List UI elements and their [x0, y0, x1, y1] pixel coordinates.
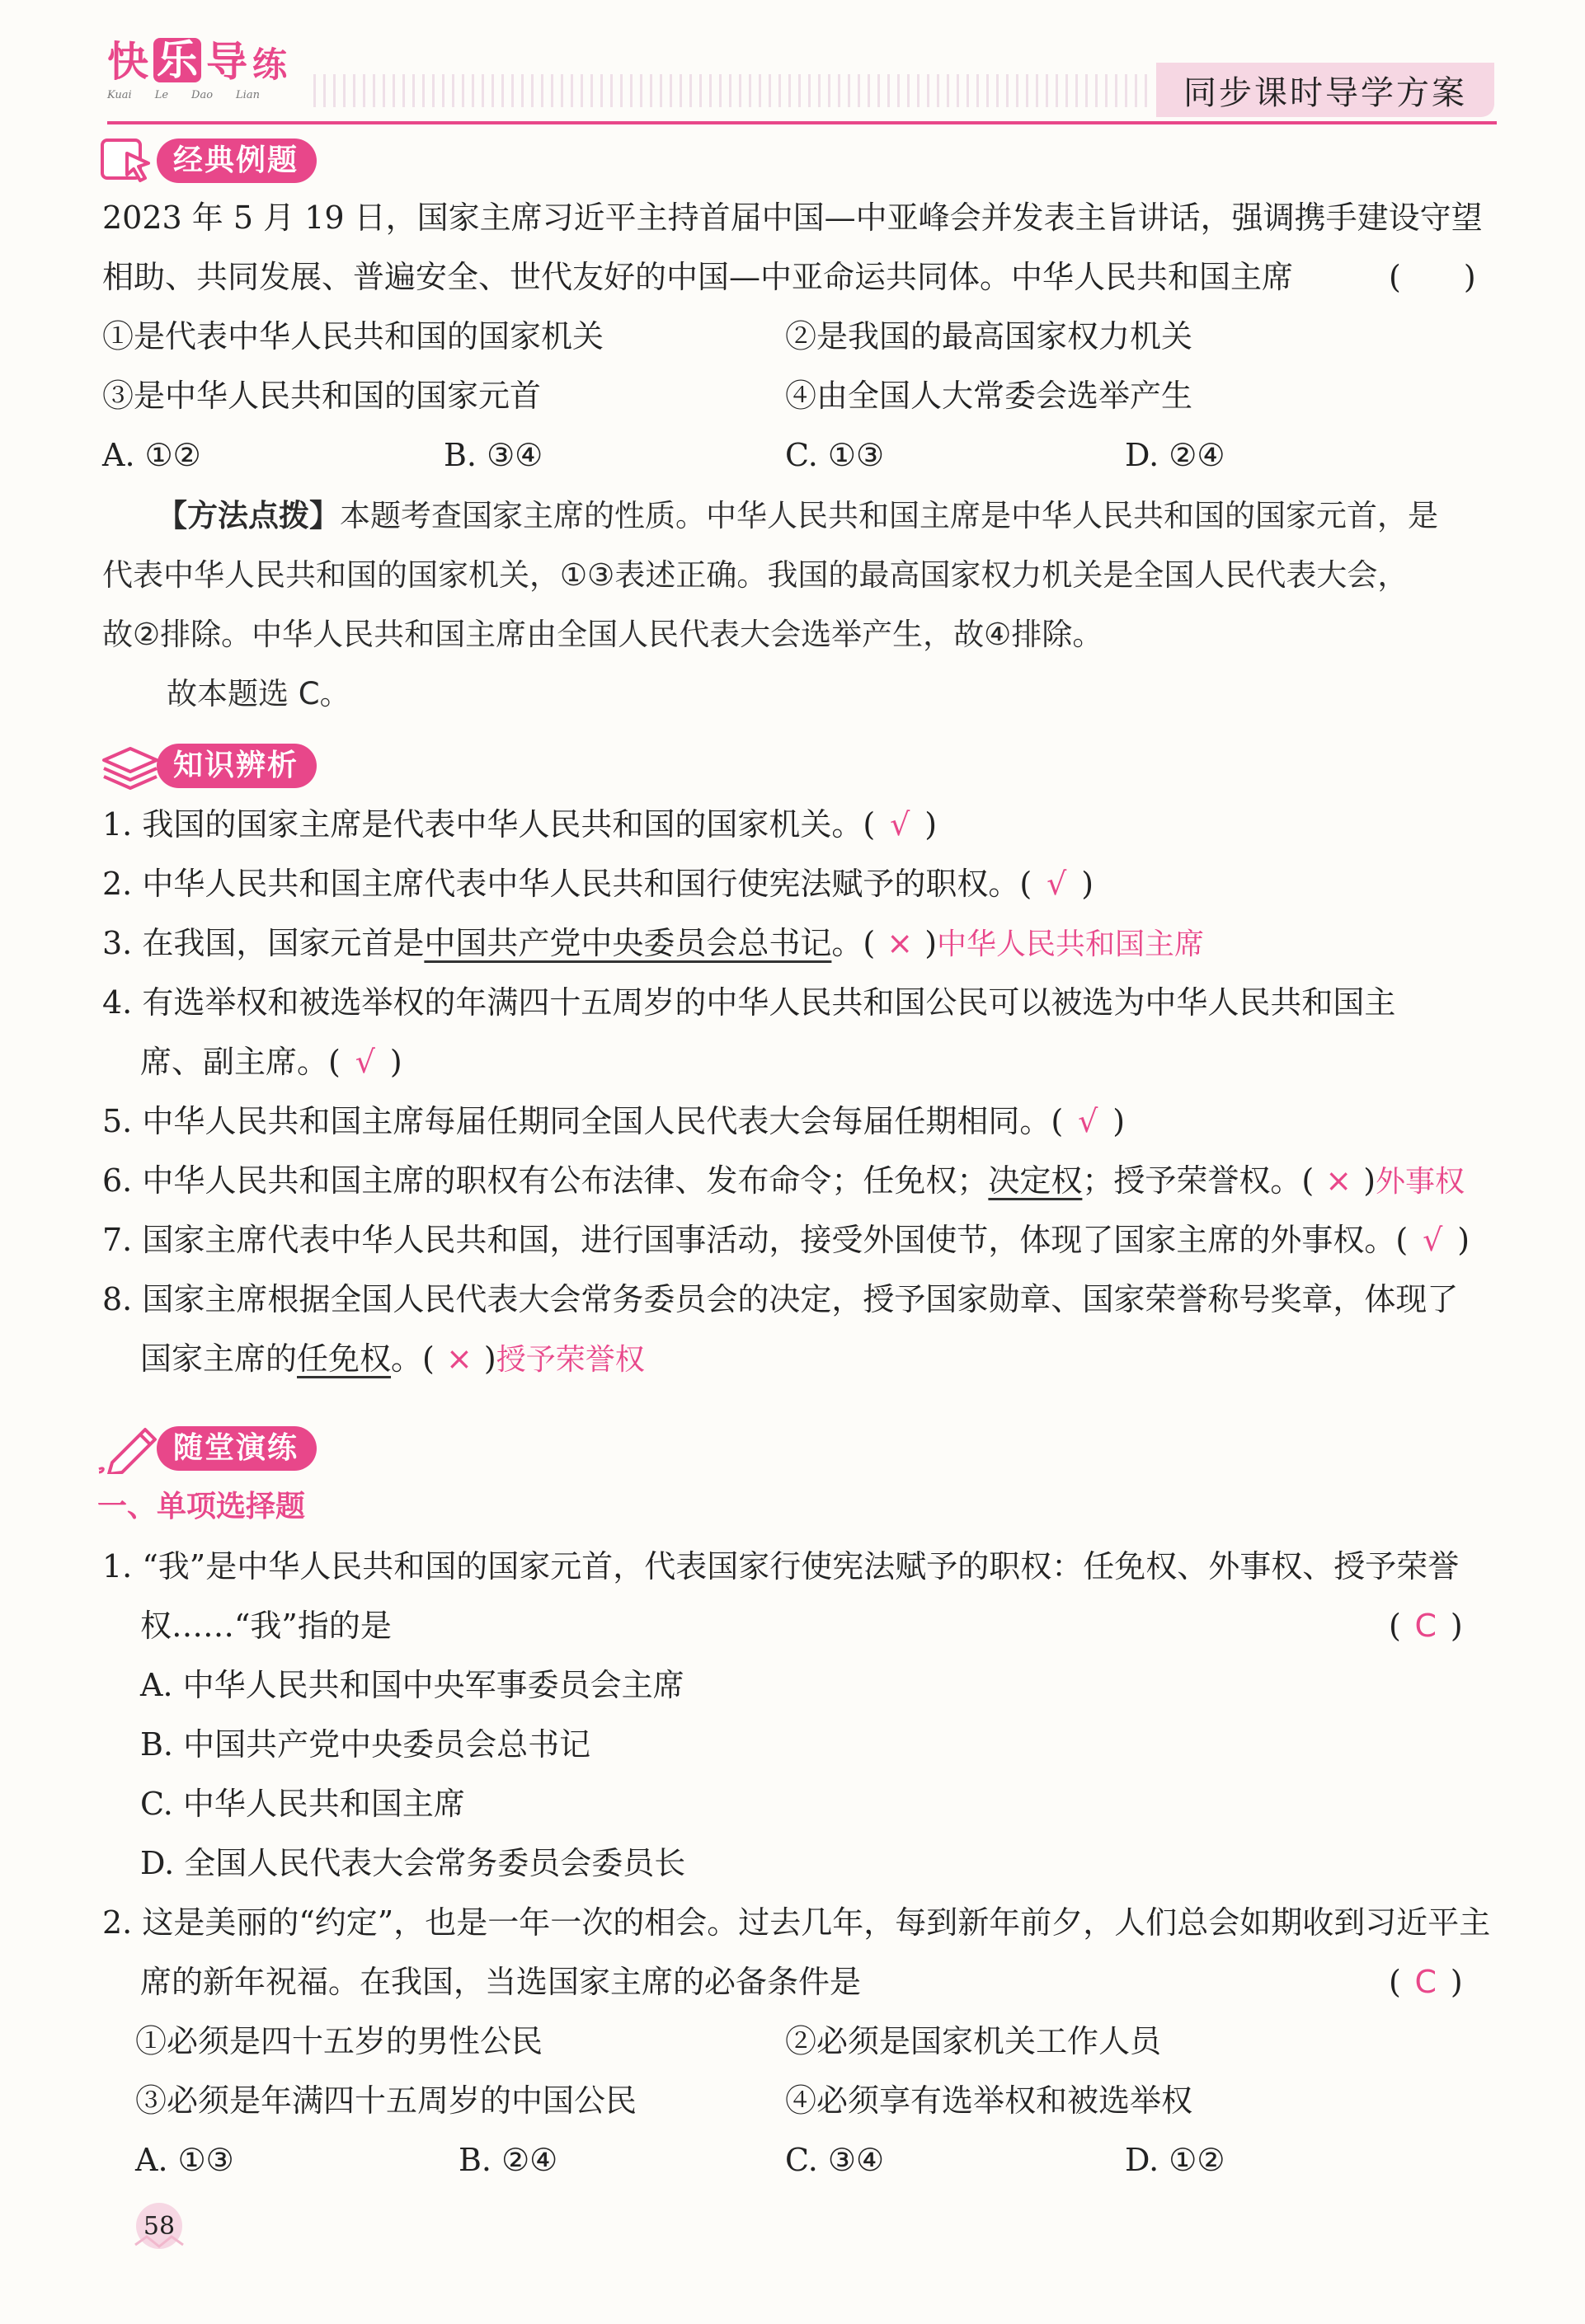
close-paren: ) [1457, 1222, 1470, 1258]
underlined-error: 决定权 [988, 1162, 1083, 1199]
item-text: 我国的国家主席是代表中华人民共和国的国家机关。( [142, 806, 876, 843]
brand-char-3: 导 [206, 38, 247, 86]
section-title-practice: 随堂演练 [157, 1426, 317, 1471]
item-text-end: 。( [391, 1340, 435, 1377]
item-number: 5. [102, 1103, 133, 1139]
knowledge-item-3 [102, 923, 1204, 965]
practice-q2-option-2: ②必须是国家机关工作人员 [785, 2023, 1162, 2059]
item-text: 中华人民共和国主席的职权有公布法律、发布命令；任免权； [142, 1162, 989, 1199]
brand-pinyin-1: Kuai [107, 89, 132, 101]
item-text: 国家主席的 [140, 1340, 298, 1377]
pencil-icon [97, 1423, 163, 1474]
knowledge-item-6 [102, 1161, 1465, 1202]
answer-letter: C [1414, 1964, 1437, 2000]
item-text: 席、副主席。( [140, 1044, 341, 1080]
method-line-1 [157, 496, 1438, 536]
example-option-4: ④由全国人大常委会选举产生 [785, 378, 1193, 414]
practice-q1-answer: ( C ) [1389, 1608, 1463, 1644]
practice-q1-choice-d: D. 全国人民代表大会常务委员会委员长 [140, 1845, 686, 1881]
item-number: 2. [102, 866, 133, 902]
cursor-icon [97, 135, 163, 186]
cross-mark: × [445, 1340, 473, 1377]
close-paren: ) [483, 1340, 496, 1377]
item-number: 7. [102, 1222, 133, 1258]
question-text: “我”是中华人民共和国的国家元首，代表国家行使宪法赋予的职权：任免权、外事权、授予荣誉 [142, 1548, 1460, 1585]
brand-char-1: 快 [107, 38, 148, 86]
answer-letter: C [1414, 1608, 1437, 1644]
item-number: 3. [102, 925, 133, 961]
practice-q2-option-3: ③必须是年满四十五周岁的中国公民 [135, 2082, 637, 2119]
underlined-error: 任免权 [297, 1340, 392, 1377]
close-paren: ) [1363, 1162, 1376, 1199]
method-conclusion: 故本题选 C。 [167, 676, 350, 711]
knowledge-item-4-line-1 [102, 983, 1395, 1022]
practice-q1-choice-b: B. 中国共产党中央委员会总书记 [140, 1726, 591, 1763]
practice-q2-option-4: ④必须享有选举权和被选举权 [785, 2082, 1193, 2119]
practice-q2-line-1 [102, 1903, 1490, 1942]
check-mark: √ [890, 806, 910, 843]
item-text: 在我国，国家元首是 [142, 925, 425, 961]
method-line-3: 故②排除。中华人民共和国主席由全国人民代表大会选举产生，故④排除。 [102, 617, 1103, 652]
method-line-2: 代表中华人民共和国的国家机关，①③表述正确。我国的最高国家权力机关是全国人民代表大会， [102, 557, 1409, 593]
practice-q2-line-2: 席的新年祝福。在我国，当选国家主席的必备条件是 [140, 1964, 862, 2000]
section-badge-practice [97, 1423, 317, 1474]
item-number: 8. [102, 1281, 133, 1317]
item-number: 6. [102, 1162, 133, 1199]
example-option-3: ③是中华人民共和国的国家元首 [102, 378, 542, 414]
knowledge-item-1 [102, 805, 937, 844]
knowledge-item-5 [102, 1101, 1125, 1141]
example-question-line-2: 相助、共同发展、普遍安全、世代友好的中国—中亚命运共同体。中华人民共和国主席 [102, 259, 1294, 295]
practice-q1-line-1 [102, 1547, 1459, 1586]
practice-q2-choice-b: B. ②④ [459, 2142, 558, 2178]
brand-pinyin-4: Lian [236, 89, 260, 101]
practice-q1-choice-c: C. 中华人民共和国主席 [140, 1786, 465, 1822]
correction-note: 授予荣誉权 [496, 1343, 645, 1377]
correction-note: 外事权 [1376, 1165, 1465, 1199]
practice-q2-option-1: ①必须是四十五岁的男性公民 [135, 2023, 543, 2059]
section-badge-example [97, 135, 317, 186]
check-mark: √ [1078, 1103, 1098, 1139]
item-text: 中华人民共和国主席代表中华人民共和国行使宪法赋予的职权。( [142, 866, 1032, 902]
close-paren: ) [389, 1044, 402, 1080]
check-mark: √ [1046, 866, 1067, 902]
brand-char-2: 乐 [153, 38, 201, 82]
item-text: 国家主席根据全国人民代表大会常务委员会的决定，授予国家勋章、国家荣誉称号奖章，体现了 [142, 1281, 1459, 1317]
page-number-badge [130, 2197, 188, 2255]
header-divider [107, 121, 1497, 124]
close-paren: ) [924, 925, 938, 961]
page-number: 58 [143, 2211, 176, 2241]
brand-pinyin-2: Le [154, 89, 169, 101]
section-title-knowledge: 知识辨析 [157, 744, 317, 788]
knowledge-item-8-line-1 [102, 1279, 1458, 1319]
knowledge-item-2 [102, 864, 1094, 904]
check-mark: √ [1423, 1222, 1443, 1258]
practice-q2-choice-d: D. ①② [1125, 2142, 1225, 2178]
check-mark: √ [355, 1044, 375, 1080]
practice-subheading: 一、单项选择题 [97, 1490, 306, 1524]
correction-note: 中华人民共和国主席 [937, 927, 1205, 961]
knowledge-item-8-line-2 [140, 1339, 645, 1380]
example-option-2: ②是我国的最高国家权力机关 [785, 318, 1193, 354]
header-tag: 同步课时导学方案 [1156, 63, 1494, 117]
brand-char-4: 练 [252, 45, 288, 85]
close-paren: ) [924, 806, 938, 843]
item-text-end: ；授予荣誉权。( [1082, 1162, 1315, 1199]
header-stripes [313, 74, 1155, 107]
knowledge-item-4-line-2 [140, 1042, 402, 1082]
practice-q2-choice-c: C. ③④ [785, 2142, 885, 2178]
practice-q2-choice-a: A. ①③ [135, 2142, 234, 2178]
question-number: 1. [102, 1548, 133, 1585]
cross-mark: × [887, 925, 914, 961]
question-text: 这是美丽的“约定”，也是一年一次的相会。过去几年，每到新年前夕，人们总会如期收到习近平主 [142, 1904, 1491, 1941]
method-text-1: 本题考查国家主席的性质。中华人民共和国主席是中华人民共和国的国家元首，是 [340, 498, 1438, 533]
item-number: 1. [102, 806, 133, 843]
item-text: 国家主席代表中华人民共和国，进行国事活动，接受外国使节，体现了国家主席的外事权。( [142, 1222, 1409, 1258]
section-title-example: 经典例题 [157, 139, 317, 183]
section-badge-knowledge [97, 740, 317, 791]
book-stack-icon [97, 740, 163, 791]
item-text: 有选举权和被选举权的年满四十五周岁的中华人民共和国公民可以被选为中华人民共和国主 [142, 984, 1396, 1021]
method-label: 【方法点拨】 [157, 498, 340, 533]
example-choice-b: B. ③④ [444, 437, 543, 473]
example-choice-d: D. ②④ [1125, 437, 1225, 473]
brand-pinyin-3: Dao [191, 89, 214, 101]
practice-q1-line-2: 权……“我”指的是 [140, 1608, 392, 1644]
example-choice-c: C. ①③ [785, 437, 885, 473]
example-answer-paren: ( ) [1389, 259, 1476, 295]
underlined-error: 中国共产党中央委员会总书记 [424, 925, 832, 961]
item-number: 4. [102, 984, 133, 1021]
question-number: 2. [102, 1904, 133, 1941]
cross-mark: × [1325, 1162, 1352, 1199]
example-question-line-1: 2023 年 5 月 19 日，国家主席习近平主持首届中国—中亚峰会并发表主旨讲话，强调携手建设守望 [102, 200, 1483, 236]
item-text-end: 。( [831, 925, 876, 961]
practice-q1-choice-a: A. 中华人民共和国中央军事委员会主席 [140, 1667, 684, 1703]
example-choice-a: A. ①② [102, 437, 201, 473]
practice-q2-answer: ( C ) [1389, 1964, 1463, 2000]
knowledge-item-7 [102, 1220, 1470, 1260]
close-paren: ) [1112, 1103, 1126, 1139]
item-text: 中华人民共和国主席每届任期同全国人民代表大会每届任期相同。( [142, 1103, 1064, 1139]
close-paren: ) [1081, 866, 1094, 902]
example-option-1: ①是代表中华人民共和国的国家机关 [102, 318, 604, 354]
brand-logo [107, 38, 305, 120]
